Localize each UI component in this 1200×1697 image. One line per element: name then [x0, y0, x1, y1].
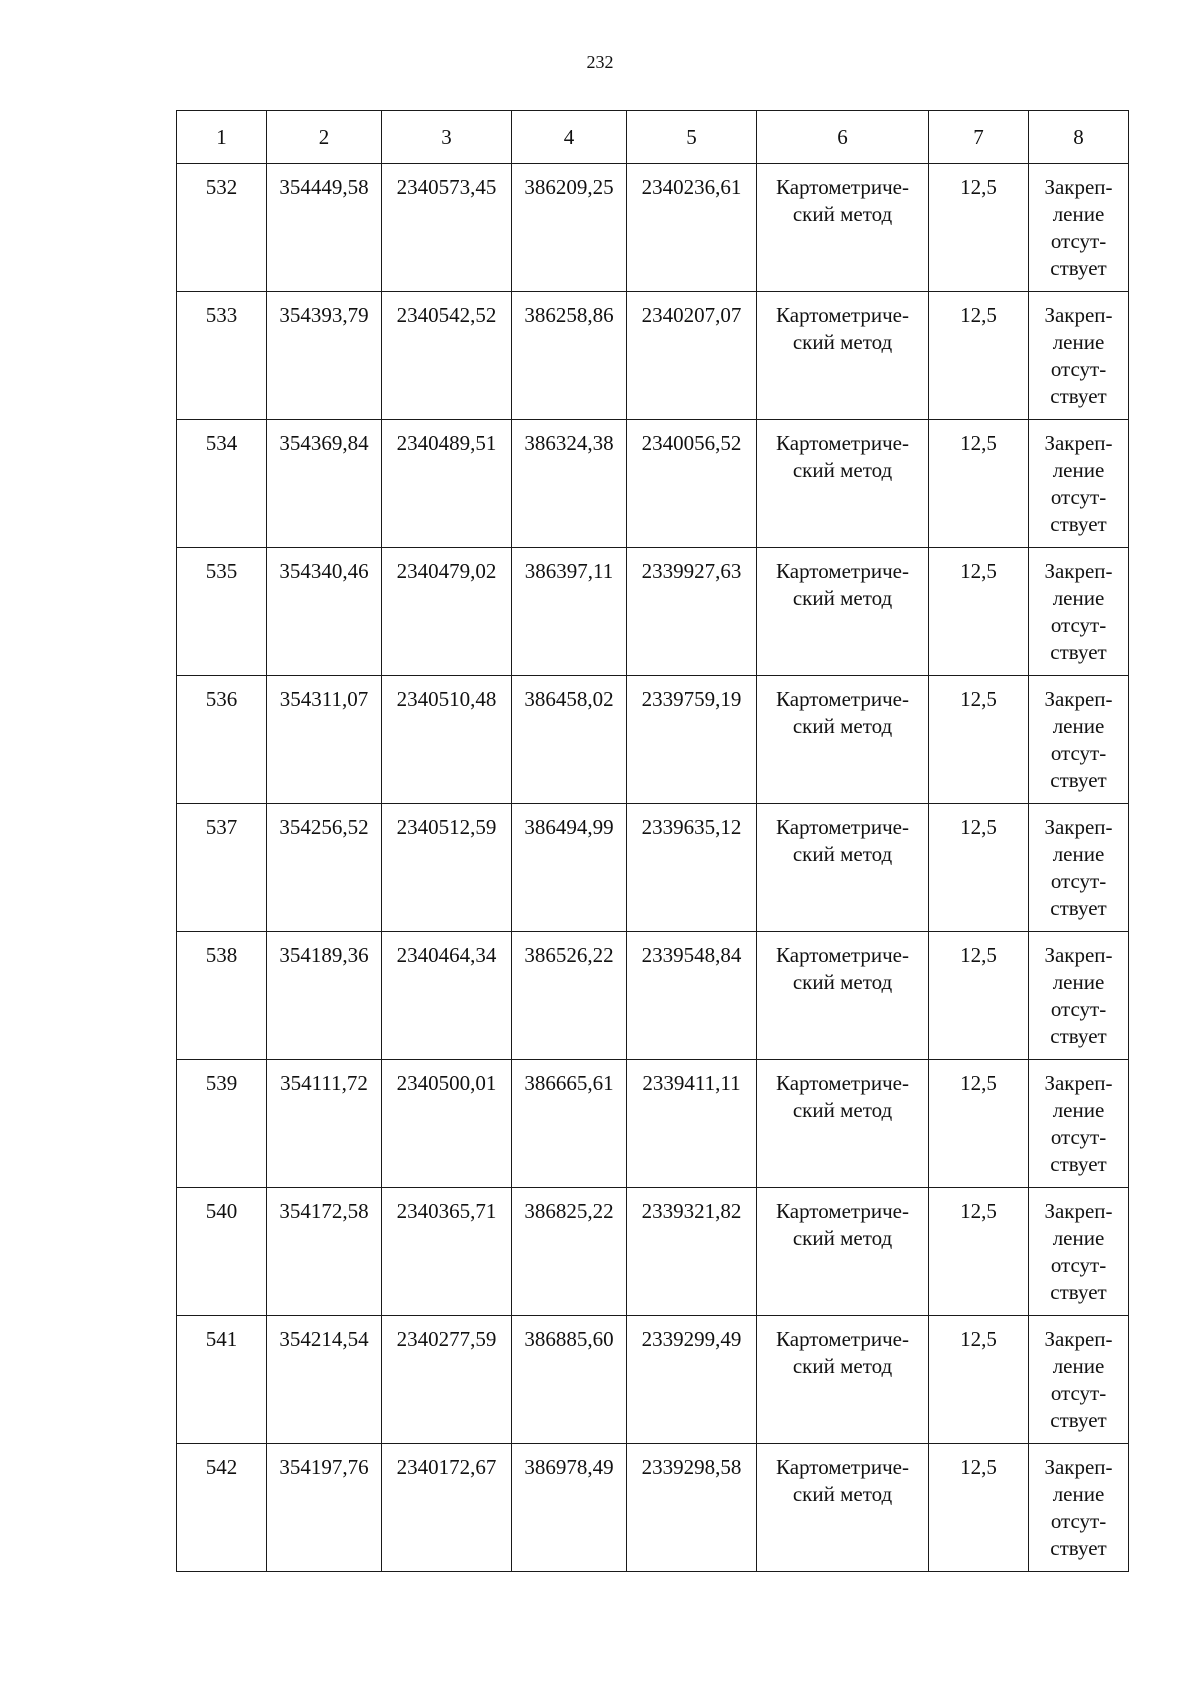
cell-y-coordinate-2: 2340056,52 [627, 420, 757, 548]
cell-y-coordinate-2: 2339927,63 [627, 548, 757, 676]
cell-fixing: Закреп- ление отсут- ствует [1029, 932, 1129, 1060]
cell-x-coordinate-2: 386397,11 [512, 548, 627, 676]
cell-x-coordinate-2: 386978,49 [512, 1444, 627, 1572]
cell-accuracy: 12,5 [929, 1060, 1029, 1188]
cell-point-number: 540 [177, 1188, 267, 1316]
cell-fixing: Закреп- ление отсут- ствует [1029, 1188, 1129, 1316]
cell-x-coordinate-1: 354256,52 [267, 804, 382, 932]
cell-x-coordinate-1: 354172,58 [267, 1188, 382, 1316]
cell-y-coordinate-2: 2339635,12 [627, 804, 757, 932]
cell-y-coordinate-2: 2340207,07 [627, 292, 757, 420]
cell-y-coordinate-1: 2340277,59 [382, 1316, 512, 1444]
table-row [177, 1188, 1129, 1316]
cell-x-coordinate-1: 354189,36 [267, 932, 382, 1060]
cell-method: Картометриче- ский метод [757, 292, 929, 420]
cell-point-number: 535 [177, 548, 267, 676]
table-row [177, 1316, 1129, 1444]
cell-method: Картометриче- ский метод [757, 1444, 929, 1572]
cell-point-number: 538 [177, 932, 267, 1060]
cell-method: Картометриче- ский метод [757, 676, 929, 804]
cell-accuracy: 12,5 [929, 548, 1029, 676]
cell-fixing: Закреп- ление отсут- ствует [1029, 1444, 1129, 1572]
header-cell-col-2: 2 [267, 111, 382, 164]
cell-fixing: Закреп- ление отсут- ствует [1029, 548, 1129, 676]
cell-y-coordinate-2: 2339298,58 [627, 1444, 757, 1572]
cell-y-coordinate-1: 2340489,51 [382, 420, 512, 548]
cell-method: Картометриче- ский метод [757, 804, 929, 932]
cell-method: Картометриче- ский метод [757, 164, 929, 292]
cell-y-coordinate-1: 2340573,45 [382, 164, 512, 292]
coordinates-table [176, 110, 1129, 1572]
cell-y-coordinate-1: 2340479,02 [382, 548, 512, 676]
cell-y-coordinate-1: 2340510,48 [382, 676, 512, 804]
cell-accuracy: 12,5 [929, 164, 1029, 292]
table-row [177, 932, 1129, 1060]
cell-y-coordinate-1: 2340500,01 [382, 1060, 512, 1188]
cell-point-number: 541 [177, 1316, 267, 1444]
cell-fixing: Закреп- ление отсут- ствует [1029, 804, 1129, 932]
cell-point-number: 539 [177, 1060, 267, 1188]
table-row [177, 1444, 1129, 1572]
cell-x-coordinate-2: 386458,02 [512, 676, 627, 804]
table-row [177, 548, 1129, 676]
cell-y-coordinate-2: 2339299,49 [627, 1316, 757, 1444]
header-cell-col-6: 6 [757, 111, 929, 164]
cell-accuracy: 12,5 [929, 932, 1029, 1060]
cell-method: Картометриче- ский метод [757, 1188, 929, 1316]
cell-x-coordinate-1: 354369,84 [267, 420, 382, 548]
cell-accuracy: 12,5 [929, 1316, 1029, 1444]
cell-accuracy: 12,5 [929, 1188, 1029, 1316]
cell-x-coordinate-2: 386825,22 [512, 1188, 627, 1316]
cell-point-number: 542 [177, 1444, 267, 1572]
cell-x-coordinate-2: 386885,60 [512, 1316, 627, 1444]
cell-x-coordinate-2: 386209,25 [512, 164, 627, 292]
table-row [177, 292, 1129, 420]
cell-y-coordinate-2: 2339759,19 [627, 676, 757, 804]
table-header [177, 111, 1129, 164]
cell-y-coordinate-1: 2340172,67 [382, 1444, 512, 1572]
header-cell-col-1: 1 [177, 111, 267, 164]
header-cell-col-5: 5 [627, 111, 757, 164]
cell-x-coordinate-2: 386258,86 [512, 292, 627, 420]
cell-y-coordinate-2: 2339411,11 [627, 1060, 757, 1188]
cell-fixing: Закреп- ление отсут- ствует [1029, 164, 1129, 292]
cell-fixing: Закреп- ление отсут- ствует [1029, 1316, 1129, 1444]
cell-y-coordinate-2: 2339548,84 [627, 932, 757, 1060]
table-row [177, 164, 1129, 292]
cell-method: Картометриче- ский метод [757, 1060, 929, 1188]
header-cell-col-8: 8 [1029, 111, 1129, 164]
table-row [177, 676, 1129, 804]
cell-accuracy: 12,5 [929, 1444, 1029, 1572]
cell-fixing: Закреп- ление отсут- ствует [1029, 1060, 1129, 1188]
cell-x-coordinate-1: 354449,58 [267, 164, 382, 292]
header-row [177, 111, 1129, 164]
cell-x-coordinate-2: 386526,22 [512, 932, 627, 1060]
cell-y-coordinate-2: 2339321,82 [627, 1188, 757, 1316]
cell-point-number: 537 [177, 804, 267, 932]
table-body [177, 164, 1129, 1572]
cell-x-coordinate-1: 354111,72 [267, 1060, 382, 1188]
cell-point-number: 532 [177, 164, 267, 292]
cell-y-coordinate-1: 2340365,71 [382, 1188, 512, 1316]
cell-y-coordinate-1: 2340542,52 [382, 292, 512, 420]
cell-y-coordinate-1: 2340464,34 [382, 932, 512, 1060]
cell-method: Картометриче- ский метод [757, 420, 929, 548]
header-cell-col-3: 3 [382, 111, 512, 164]
cell-y-coordinate-1: 2340512,59 [382, 804, 512, 932]
page-number: 232 [586, 52, 614, 72]
header-cell-col-4: 4 [512, 111, 627, 164]
cell-x-coordinate-1: 354340,46 [267, 548, 382, 676]
cell-fixing: Закреп- ление отсут- ствует [1029, 676, 1129, 804]
cell-fixing: Закреп- ление отсут- ствует [1029, 420, 1129, 548]
cell-method: Картометриче- ский метод [757, 1316, 929, 1444]
cell-accuracy: 12,5 [929, 420, 1029, 548]
header-cell-col-7: 7 [929, 111, 1029, 164]
cell-method: Картометриче- ский метод [757, 548, 929, 676]
cell-x-coordinate-1: 354197,76 [267, 1444, 382, 1572]
cell-x-coordinate-2: 386665,61 [512, 1060, 627, 1188]
cell-x-coordinate-2: 386324,38 [512, 420, 627, 548]
table-row [177, 1060, 1129, 1188]
cell-accuracy: 12,5 [929, 804, 1029, 932]
cell-x-coordinate-1: 354214,54 [267, 1316, 382, 1444]
cell-accuracy: 12,5 [929, 676, 1029, 804]
cell-x-coordinate-2: 386494,99 [512, 804, 627, 932]
cell-point-number: 534 [177, 420, 267, 548]
cell-y-coordinate-2: 2340236,61 [627, 164, 757, 292]
cell-method: Картометриче- ский метод [757, 932, 929, 1060]
cell-x-coordinate-1: 354393,79 [267, 292, 382, 420]
cell-accuracy: 12,5 [929, 292, 1029, 420]
table-row [177, 420, 1129, 548]
cell-point-number: 536 [177, 676, 267, 804]
cell-fixing: Закреп- ление отсут- ствует [1029, 292, 1129, 420]
cell-point-number: 533 [177, 292, 267, 420]
cell-x-coordinate-1: 354311,07 [267, 676, 382, 804]
table-row [177, 804, 1129, 932]
